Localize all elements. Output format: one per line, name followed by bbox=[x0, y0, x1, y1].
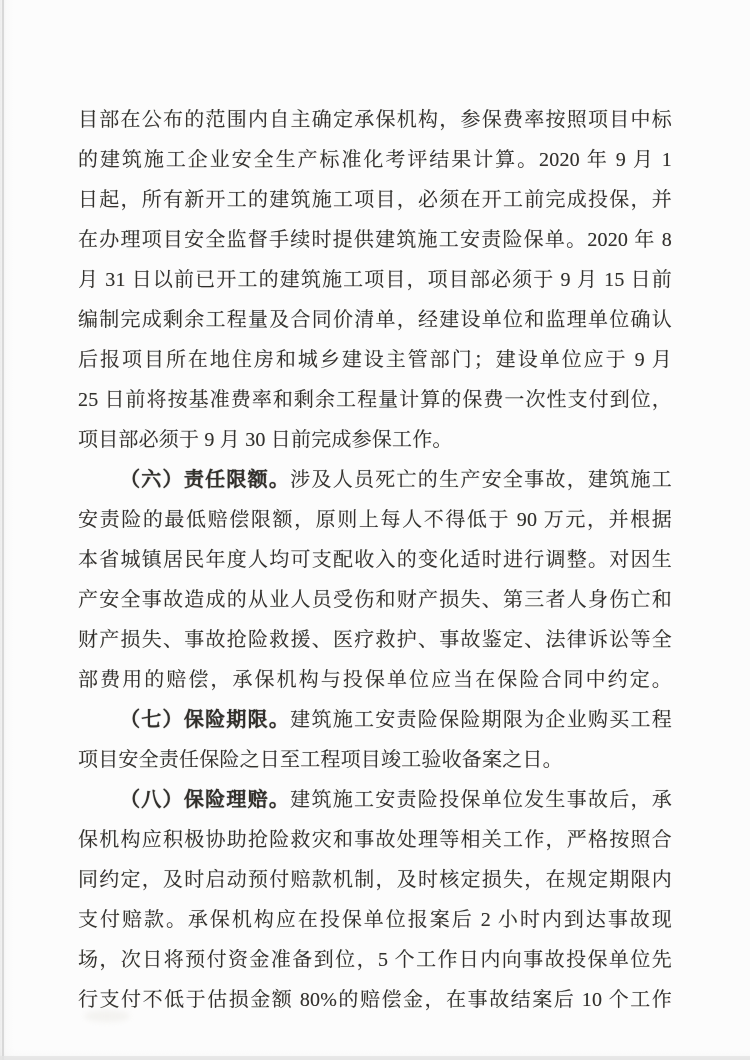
paragraph bbox=[78, 780, 672, 1020]
paragraph bbox=[78, 100, 672, 460]
paragraph bbox=[78, 700, 672, 780]
text-line: 场，次日将预付资金准备到位，5 个工作日内向事故投保单位先 bbox=[78, 949, 672, 971]
text-line: （七）保险期限。建筑施工安责险保险期限为企业购买工程 bbox=[120, 709, 672, 731]
text-line: 月 31 日以前已开工的建筑施工项目，项目部必须于 9 月 15 日前 bbox=[78, 269, 672, 291]
text-line: 日起，所有新开工的建筑施工项目，必须在开工前完成投保，并 bbox=[78, 189, 672, 211]
text-line: 行支付不低于估损金额 80%的赔偿金，在事故结案后 10 个工作 bbox=[78, 989, 672, 1011]
text-line: 编制完成剩余工程量及合同价清单，经建设单位和监理单位确认 bbox=[78, 309, 672, 331]
text-line: 部费用的赔偿，承保机构与投保单位应当在保险合同中约定。 bbox=[78, 669, 672, 691]
text-line: 的建筑施工企业安全生产标准化考评结果计算。2020 年 9 月 1 bbox=[78, 149, 672, 171]
text-line: 项目部必须于 9 月 30 日前完成参保工作。 bbox=[78, 429, 453, 451]
text-line: （八）保险理赔。建筑施工安责险投保单位发生事故后，承 bbox=[120, 789, 672, 811]
text-line: 财产损失、事故抢险救援、医疗救护、事故鉴定、法律诉讼等全 bbox=[78, 629, 672, 651]
clause-heading: （七）保险期限。 bbox=[120, 709, 291, 731]
document-body bbox=[78, 100, 672, 1020]
text-line: 25 日前将按基准费率和剩余工程量计算的保费一次性支付到位， bbox=[78, 389, 672, 411]
scan-bottom-edge-artifact bbox=[0, 1056, 750, 1060]
text-line: 支付赔款。承保机构应在投保单位报案后 2 小时内到达事故现 bbox=[78, 909, 672, 931]
text-line: 安责险的最低赔偿限额，原则上每人不得低于 90 万元，并根据 bbox=[78, 509, 672, 531]
text-line: 同约定，及时启动预付赔款机制，及时核定损失，在规定期限内 bbox=[78, 869, 672, 891]
scan-left-edge-artifact bbox=[2, 0, 4, 1060]
paragraph bbox=[78, 460, 672, 700]
text-line: 本省城镇居民年度人均可支配收入的变化适时进行调整。对因生 bbox=[78, 549, 672, 571]
clause-heading: （八）保险理赔。 bbox=[120, 789, 291, 811]
text-line: 项目安全责任保险之日至工程项目竣工验收备案之日。 bbox=[78, 749, 563, 771]
text-line: （六）责任限额。涉及人员死亡的生产安全事故，建筑施工 bbox=[120, 469, 672, 491]
text-line: 后报项目所在地住房和城乡建设主管部门；建设单位应于 9 月 bbox=[78, 349, 672, 371]
text-line: 产安全事故造成的从业人员受伤和财产损失、第三者人身伤亡和 bbox=[78, 589, 672, 611]
clause-heading: （六）责任限额。 bbox=[120, 469, 291, 491]
text-line: 目部在公布的范围内自主确定承保机构，参保费率按照项目中标 bbox=[78, 109, 672, 131]
text-line: 在办理项目安全监督手续时提供建筑施工安责险保单。2020 年 8 bbox=[78, 229, 672, 251]
text-line: 保机构应积极协助抢险救灾和事故处理等相关工作，严格按照合 bbox=[78, 829, 672, 851]
